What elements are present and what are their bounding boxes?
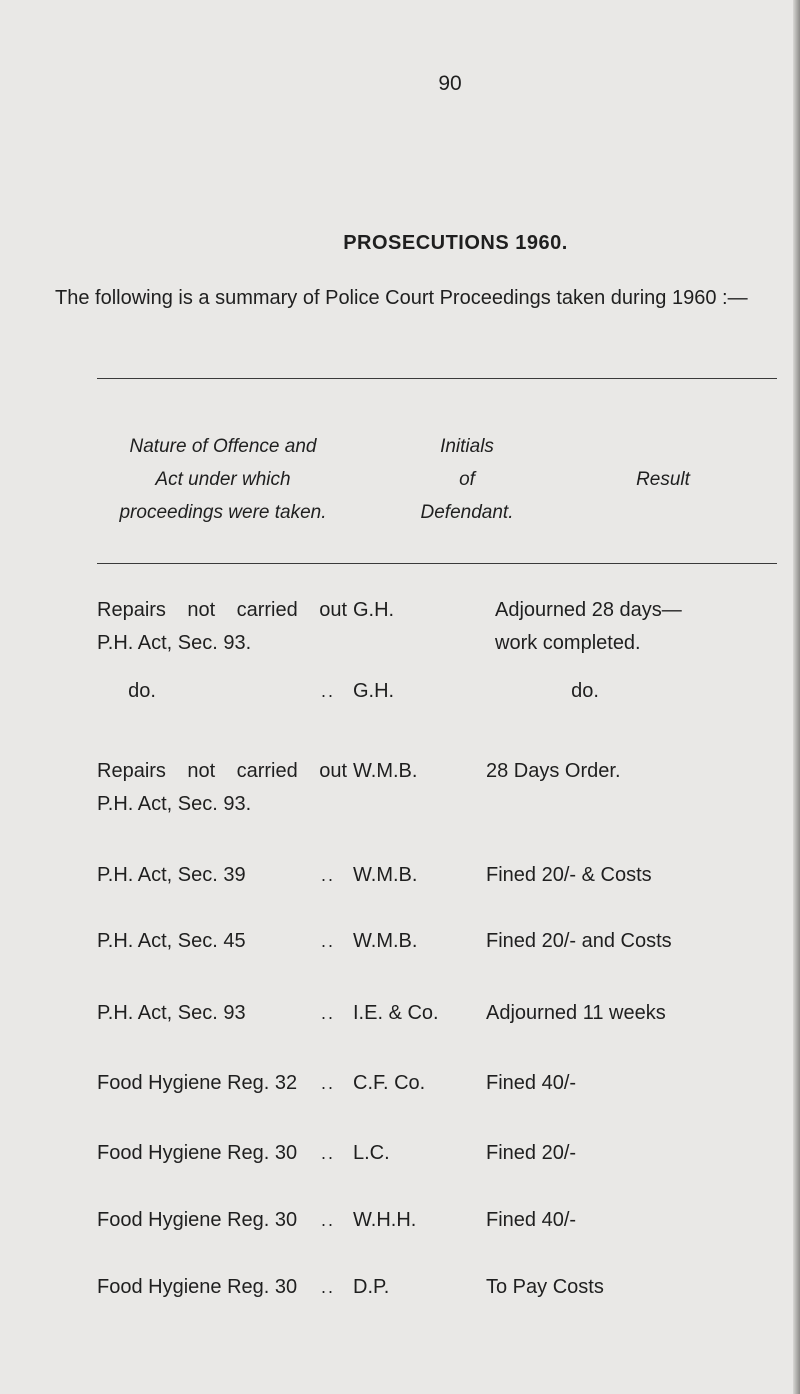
initials-cell: C.F. Co.	[353, 1072, 426, 1094]
offence-line: Repairs not carried out	[97, 760, 347, 782]
result-cell: Fined 20/- & Costs	[486, 864, 652, 886]
header-offence	[48, 430, 398, 529]
leader-dots: ..	[321, 1277, 336, 1297]
leader-dots: ..	[321, 681, 336, 701]
offence-line: P.H. Act, Sec. 93.	[97, 632, 252, 654]
result-cell: Fined 20/- and Costs	[486, 930, 672, 952]
initials-cell: G.H.	[353, 599, 395, 621]
offence-line: P.H. Act, Sec. 93.	[97, 793, 252, 815]
result-cell: Fined 20/-	[486, 1142, 577, 1164]
initials-cell: W.H.H.	[353, 1209, 417, 1231]
offence-cell: P.H. Act, Sec. 93	[97, 1002, 246, 1024]
header-initials-line: of	[459, 469, 475, 490]
offence-cell	[97, 755, 347, 821]
offence-cell: P.H. Act, Sec. 39	[97, 864, 246, 886]
initials-cell: L.C.	[353, 1142, 390, 1164]
initials-cell: D.P.	[353, 1276, 390, 1298]
initials-cell: G.H.	[353, 680, 395, 702]
offence-cell: do.	[128, 680, 156, 702]
initials-cell: I.E. & Co.	[353, 1002, 439, 1024]
result-cell: Fined 40/-	[486, 1072, 577, 1094]
result-cell	[495, 594, 682, 660]
header-initials-line: Initials	[440, 436, 494, 457]
result-cell: Fined 40/-	[486, 1209, 577, 1231]
offence-cell: Food Hygiene Reg. 30	[97, 1276, 298, 1298]
page-edge-shadow	[793, 0, 800, 1394]
header-initials	[382, 430, 552, 529]
result-cell: do.	[571, 680, 599, 702]
result-cell: To Pay Costs	[486, 1276, 604, 1298]
leader-dots: ..	[321, 931, 336, 951]
initials-cell: W.M.B.	[353, 930, 418, 952]
table-top-rule	[97, 378, 777, 379]
result-line: work completed.	[495, 632, 641, 654]
result-cell: 28 Days Order.	[486, 760, 621, 782]
result-line: Adjourned 28 days—	[495, 599, 682, 621]
initials-cell: W.M.B.	[353, 760, 418, 782]
header-result: Result	[636, 469, 690, 490]
table-header-rule	[97, 563, 777, 564]
header-offence-line: Nature of Offence and	[129, 436, 317, 457]
offence-cell: Food Hygiene Reg. 32	[97, 1072, 298, 1094]
leader-dots: ..	[321, 1073, 336, 1093]
leader-dots: ..	[321, 1003, 336, 1023]
page-title: PROSECUTIONS 1960.	[343, 232, 568, 254]
header-initials-line: Defendant.	[420, 502, 514, 523]
header-offence-line: Act under which	[155, 469, 291, 490]
initials-cell: W.M.B.	[353, 864, 418, 886]
offence-cell	[97, 594, 347, 660]
offence-cell: Food Hygiene Reg. 30	[97, 1209, 298, 1231]
result-cell: Adjourned 11 weeks	[486, 1002, 666, 1024]
offence-cell: Food Hygiene Reg. 30	[97, 1142, 298, 1164]
offence-cell: P.H. Act, Sec. 45	[97, 930, 246, 952]
leader-dots: ..	[321, 1210, 336, 1230]
header-offence-line: proceedings were taken.	[119, 502, 327, 523]
leader-dots: ..	[321, 1143, 336, 1163]
offence-line: Repairs not carried out	[97, 599, 347, 621]
intro-paragraph: The following is a summary of Police Court Proceedings taken during 1960 :—	[55, 287, 748, 309]
page-number: 90	[438, 72, 462, 95]
leader-dots: ..	[321, 865, 336, 885]
